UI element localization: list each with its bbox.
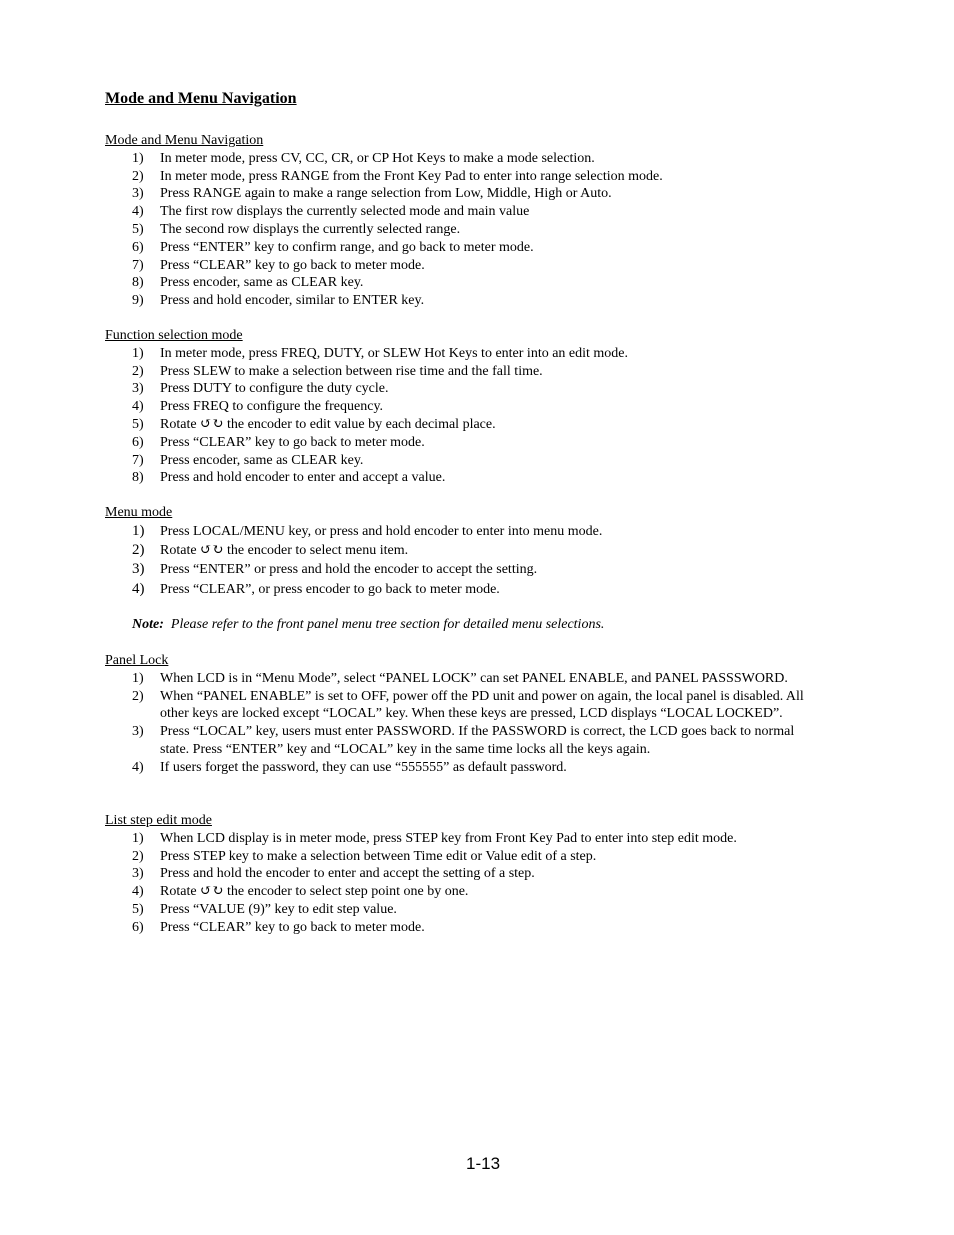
section-title: List step edit mode [105,813,212,828]
list-item [105,688,885,724]
list-item [105,580,885,599]
item-text: Press “CLEAR”, or press encoder to go back to meter mode. [160,581,500,597]
list-item [105,185,885,203]
page-title: Mode and Menu Navigation [105,90,297,107]
section-title: Panel Lock [105,653,169,668]
item-text: Press “ENTER” or press and hold the encoder to accept the setting. [160,562,538,578]
section-panel-lock [105,652,885,777]
list-item [105,239,885,257]
item-number: 3) [132,724,144,740]
list-item [105,221,885,239]
item-text: Press encoder, same as CLEAR key. [160,452,364,468]
item-text: Press SLEW to make a selection between rise time and the fall time. [160,363,543,379]
item-number: 7) [132,452,144,468]
item-text: When LCD is in “Menu Mode”, select “PANEL LOCK” can set PANEL ENABLE, and PANEL PASSSWORD. [160,670,788,686]
item-number: 1) [132,150,144,166]
item-text: Press FREQ to configure the frequency. [160,399,384,415]
list-item [105,257,885,275]
list-item [105,723,885,759]
item-number: 2) [132,363,144,379]
page-number: 1-13 [466,1154,501,1173]
list-item [105,203,885,221]
item-number: 2) [132,848,144,864]
item-text: Press STEP key to make a selection between Time edit or Value edit of a step. [160,848,597,864]
section-menu-mode [105,504,885,599]
section-title: Mode and Menu Navigation [105,133,264,148]
item-text: Rotate ↺↻ the encoder to select step point one by one. [160,884,469,900]
item-number: 1) [132,522,145,539]
list-item [105,670,885,688]
item-text: When “PANEL ENABLE” is set to OFF, power off the PD unit and power on again, the local panel is disabled. All other keys are locked except “LOCAL” key. When these keys are pressed, LCD displays “LOCAL LOCKED”. [160,688,808,722]
item-number: 4) [132,759,144,775]
section-title: Menu mode [105,505,173,520]
item-text: If users forget the password, they can use “555555” as default password. [160,759,567,775]
item-number: 6) [132,434,144,450]
item-number: 5) [132,416,144,432]
item-number: 9) [132,293,144,309]
item-text: In meter mode, press CV, CC, CR, or CP Hot Keys to make a mode selection. [160,150,595,166]
item-number: 6) [132,239,144,255]
item-text: Press and hold encoder, similar to ENTER key. [160,293,425,309]
item-number: 7) [132,257,144,273]
section-list-step-edit-mode [105,812,885,937]
item-text: Rotate ↺↻ the encoder to edit value by each decimal place. [160,416,496,432]
item-number: 1) [132,830,144,846]
item-text: In meter mode, press RANGE from the Front Key Pad to enter into range selection mode. [160,168,663,184]
list-item [105,522,885,541]
item-number: 2) [132,542,145,559]
item-number: 5) [132,221,144,237]
item-text: Press encoder, same as CLEAR key. [160,275,364,291]
list-item [105,560,885,579]
list-item [105,380,885,398]
item-text: In meter mode, press FREQ, DUTY, or SLEW Hot Keys to enter into an edit mode. [160,345,629,361]
item-number: 8) [132,275,144,291]
list-item [105,452,885,470]
item-number: 3) [132,866,144,882]
item-text: Press and hold encoder to enter and accept a value. [160,470,446,486]
item-text: The second row displays the currently selected range. [160,221,461,237]
item-number: 4) [132,580,145,597]
item-number: 3) [132,186,144,202]
item-text: Rotate ↺↻ the encoder to select menu item. [160,543,409,559]
item-number: 3) [132,561,145,578]
list-item [105,469,885,487]
list-item [105,274,885,292]
item-text: When LCD display is in meter mode, press STEP key from Front Key Pad to enter into step edit mode. [160,830,737,846]
item-number: 6) [132,919,144,935]
item-number: 4) [132,399,144,415]
item-number: 1) [132,345,144,361]
list-item [105,345,885,363]
list-item [105,150,885,168]
list-item [105,398,885,416]
item-text: Press “LOCAL” key, users must enter PASSWORD. If the PASSWORD is correct, the LCD goes back to normal state. Press “ENTER” key and “LOCAL” key in the same time locks all the keys again. [160,724,798,757]
section-mode-menu-navigation [105,132,885,310]
list-item [105,883,885,901]
list-item [105,830,885,848]
list-item [105,416,885,434]
item-text: Press LOCAL/MENU key, or press and hold encoder to enter into menu mode. [160,523,603,539]
item-number: 5) [132,901,144,917]
item-text: Press RANGE again to make a range selection from Low, Middle, High or Auto. [160,186,612,202]
item-text: Press and hold the encoder to enter and accept the setting of a step. [160,866,535,882]
item-number: 4) [132,884,144,900]
item-text: Press “CLEAR” key to go back to meter mode. [160,919,425,935]
section-title: Function selection mode [105,328,243,343]
item-number: 8) [132,470,144,486]
item-number: 2) [132,168,144,184]
item-text: Press “ENTER” key to confirm range, and go back to meter mode. [160,239,534,255]
list-item [105,541,885,560]
list-item [105,292,885,310]
item-text: Press “CLEAR” key to go back to meter mode. [160,257,425,273]
item-text: Press “CLEAR” key to go back to meter mode. [160,434,425,450]
list-item [105,848,885,866]
item-number: 2) [132,688,144,704]
item-text: Press “VALUE (9)” key to edit step value. [160,901,397,917]
section-function-selection-mode [105,327,885,487]
item-number: 4) [132,204,144,220]
note [132,617,604,633]
list-item [105,363,885,381]
list-item [105,434,885,452]
list-item [105,168,885,186]
item-text: Press DUTY to configure the duty cycle. [160,381,389,397]
item-number: 1) [132,670,144,686]
item-text: The first row displays the currently selected mode and main value [160,204,530,220]
note-text: Please refer to the front panel menu tree section for detailed menu selections. [170,617,605,632]
list-item [105,901,885,919]
list-item [105,919,885,937]
item-number: 3) [132,381,144,397]
note-label: Note: [132,617,164,632]
list-item [105,865,885,883]
list-item [105,759,885,777]
